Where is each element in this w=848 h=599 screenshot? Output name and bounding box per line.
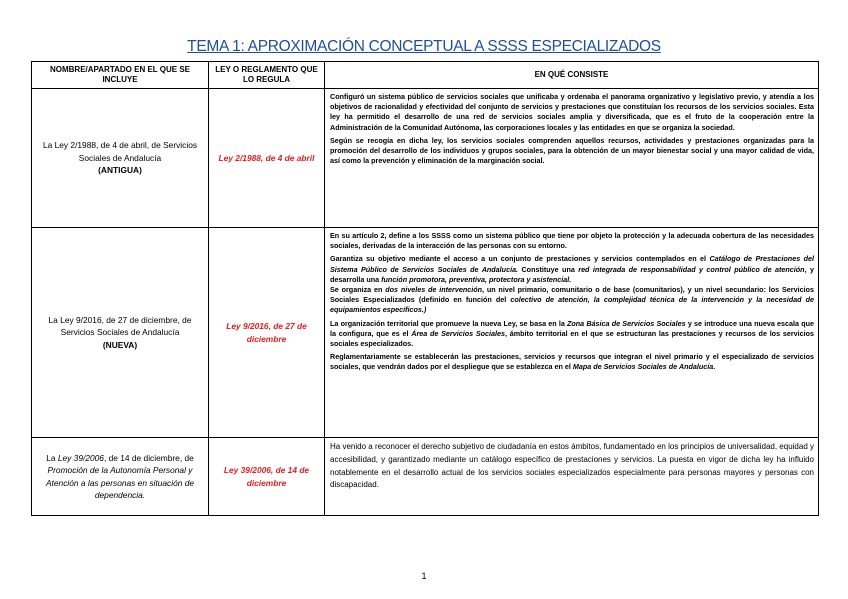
- row2-name: La Ley 9/2016, de 27 de diciembre, de Servicios Sociales de Andalucía: [48, 314, 192, 338]
- row1-paragraph: Según se recogía en dicha ley, los servicios sociales comprenden aquellos recursos, actividades y prestaciones organizadas para la promoción del desarrollo de los individuos y grupos sociales, para la obtención de un mayor bienestar social y una mayor calidad de vida, así como la prevención y eliminación de la marginación social.: [330, 135, 814, 166]
- header-name: NOMBRE/APARTADO EN EL QUE SE INCLUYE: [32, 62, 209, 89]
- row1-description: [325, 89, 819, 228]
- row1-name: La Ley 2/1988, de 4 de abril, de Servicios Sociales de Andalucía: [42, 140, 198, 163]
- row2-law: Ley 9/2016, de 27 de diciembre: [209, 228, 325, 438]
- row2-paragraph: En su artículo 2, define a los SSSS como un sistema público que tiene por objeto la protección y la adecuada cobertura de las necesidades sociales, derivadas de la interacción de las personas con su entorno.: [330, 231, 814, 251]
- row2-paragraph: La organización territorial que promueve la nueva Ley, se basa en la Zona Básica de Servicios Sociales y se introduce una nueva escala que la configura, que es el Área de Servicios Sociales, ámbito territorial en el que se estructuran las prestaciones y recursos de los servicios sociales especializados.: [330, 318, 814, 349]
- table-row: [32, 438, 819, 516]
- row2-paragraph: Reglamentariamente se establecerán las prestaciones, servicios y recursos que integran el nivel primario y el especializado de servicios sociales, que vendrán dados por el despliegue que se establezca en el Mapa de Servicios Sociales de Andalucía.: [330, 352, 814, 372]
- table-header-row: [32, 62, 819, 89]
- row1-law: Ley 2/1988, de 4 de abril: [209, 89, 325, 228]
- row3-law: Ley 39/2006, de 14 de diciembre: [209, 438, 325, 516]
- table-row: [32, 89, 819, 228]
- header-description: EN QUÉ CONSISTE: [325, 62, 819, 89]
- page-number: 1: [421, 571, 427, 581]
- row2-description: [325, 228, 819, 438]
- row1-name-cell: [32, 89, 209, 228]
- row2-tag: (NUEVA): [102, 339, 138, 350]
- comparison-table: [31, 61, 819, 516]
- row2-name-cell: [32, 228, 209, 438]
- row3-description: [325, 438, 819, 516]
- row3-paragraph: Ha venido a reconocer el derecho subjetivo de ciudadanía en estos ámbitos, fundamentado en los principios de universalidad, equidad y accesibilidad, y garantizado mediante un catálogo específico de prestaciones y servicios. La puesta en vigor de dicha ley ha influido notablemente en el desarrollo actual de los servicios sociales especializados especialmente para personas mayores y personas con discapacidad.: [330, 442, 814, 490]
- row2-paragraph: Garantiza su objetivo mediante el acceso a un conjunto de prestaciones y servicios contemplados en el Catálogo de Prestaciones del Sistema Público de Servicios Sociales de Andalucía. Constituye una red integrada de responsabilidad y control público de atención, y desarrolla una función promotora, preventiva, protectora y asistencial. Se organiza en dos niveles de intervención, un nivel primario, comunitario o de base (comunitarios), y un nivel secundario: los Servicios Sociales Especializados (definido en función del colectivo de atención, la complejidad técnica de la intervención y la necesidad de equipamientos específicos.): [330, 254, 814, 315]
- header-law: LEY O REGLAMENTO QUE LO REGULA: [209, 62, 325, 89]
- row1-paragraph: Configuró un sistema público de servicios sociales que unificaba y ordenaba el panorama organizativo y legislativo previo, y atendía a los objetivos de racionalidad y efectividad del conjunto de servicios y prestaciones que constituían los recursos de los servicios sociales. Esta ley ha permitido el desarrollo de una red de servicios sociales amplia y diversificada, que es el fruto de la cooperación entre la Administración de la Comunidad Autónoma, las corporaciones locales y las entidades en que se organiza la sociedad.: [330, 92, 814, 132]
- row1-tag: (ANTIGUA): [98, 165, 142, 176]
- page-title: TEMA 1: APROXIMACIÓN CONCEPTUAL A SSSS ESPECIALIZADOS: [187, 38, 661, 55]
- table-row: [32, 228, 819, 438]
- row3-name-cell: La Ley 39/2006, de 14 de diciembre, de Promoción de la Autonomía Personal y Atención a las personas en situación de dependencia.: [32, 438, 209, 516]
